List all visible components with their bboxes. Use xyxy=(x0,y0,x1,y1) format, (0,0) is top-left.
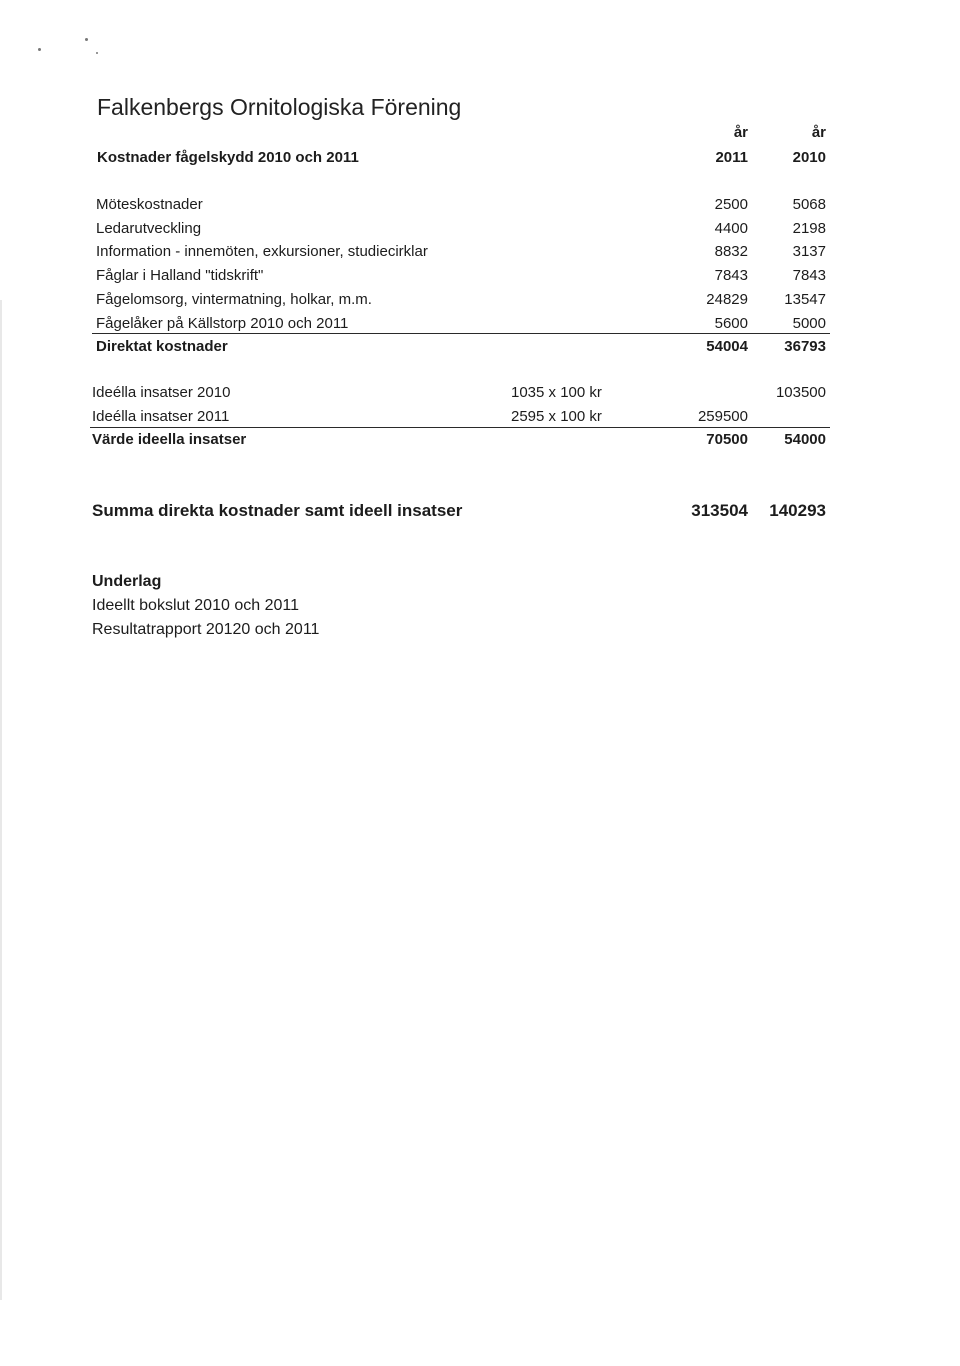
cost-2010: 5068 xyxy=(792,196,826,213)
ideal-calc: 2595 x 100 kr xyxy=(511,408,602,425)
col-prefix-2010: år xyxy=(811,124,826,141)
costs-total-2010: 36793 xyxy=(784,338,826,355)
basis-heading: Underlag xyxy=(92,573,162,590)
basis-line: Ideellt bokslut 2010 och 2011 xyxy=(92,597,299,614)
costs-total-label: Direktat kostnader xyxy=(96,338,228,355)
ideal-calc: 1035 x 100 kr xyxy=(511,384,602,401)
page-title: Falkenbergs Ornitologiska Förening xyxy=(97,94,462,120)
costs-total-2011: 54004 xyxy=(706,338,748,355)
cost-label: Ledarutveckling xyxy=(96,220,202,237)
ideal-label: Ideélla insatser 2010 xyxy=(92,384,231,401)
summary-2010: 140293 xyxy=(769,501,826,520)
cost-label: Fågelåker på Källstorp 2010 och 2011 xyxy=(96,315,349,332)
cost-label: Möteskostnader xyxy=(96,196,203,213)
cost-label: Fåglar i Halland "tidskrift" xyxy=(96,267,264,284)
cost-2011: 24829 xyxy=(706,291,748,308)
cost-2011: 5600 xyxy=(714,315,748,332)
ideal-total-2010: 54000 xyxy=(784,431,826,448)
scan-edge xyxy=(0,300,2,1300)
cost-2011: 7843 xyxy=(714,267,748,284)
scan-speck xyxy=(38,48,41,51)
basis-line: Resultatrapport 20120 och 2011 xyxy=(92,621,320,638)
summary-2011: 313504 xyxy=(691,501,748,520)
cost-2010: 3137 xyxy=(792,243,826,260)
summary-label: Summa direkta kostnader samt ideell insatser xyxy=(92,501,463,520)
scan-speck xyxy=(96,52,98,54)
cost-label: Information - innemöten, exkursioner, studiecirklar xyxy=(96,243,428,260)
col-prefix-2011: år xyxy=(733,124,748,141)
cost-2011: 8832 xyxy=(714,243,748,260)
cost-2010: 2198 xyxy=(792,220,826,237)
ideal-label: Ideélla insatser 2011 xyxy=(92,408,230,425)
ideal-2010: 103500 xyxy=(775,384,826,401)
cost-2010: 5000 xyxy=(792,315,826,332)
costs-heading: Kostnader fågelskydd 2010 och 2011 xyxy=(97,149,359,166)
costs-total-rule xyxy=(92,333,830,334)
scan-speck xyxy=(85,38,88,41)
cost-label: Fågelomsorg, vintermatning, holkar, m.m. xyxy=(96,291,372,308)
cost-2010: 7843 xyxy=(792,267,826,284)
ideal-total-2011: 70500 xyxy=(706,431,748,448)
ideal-2011: 259500 xyxy=(697,408,748,425)
ideal-total-rule xyxy=(90,427,830,428)
cost-2011: 4400 xyxy=(714,220,748,237)
cost-2011: 2500 xyxy=(714,196,748,213)
col-year-2011: 2011 xyxy=(715,149,748,166)
cost-2010: 13547 xyxy=(784,291,826,308)
ideal-total-label: Värde ideella insatser xyxy=(92,431,247,448)
col-year-2010: 2010 xyxy=(792,149,826,166)
